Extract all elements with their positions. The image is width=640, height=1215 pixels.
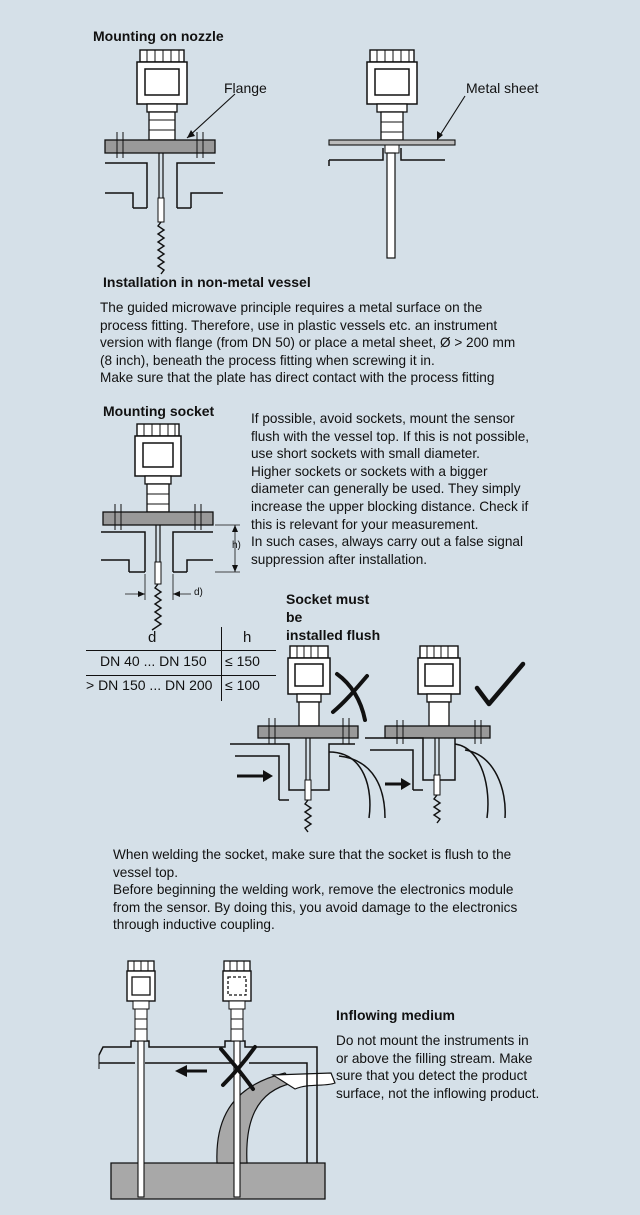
table-header-h: h: [243, 629, 252, 646]
inflowing-medium-illustration: [95, 955, 340, 1205]
text-line: Before beginning the welding work, remove the electronics module: [113, 882, 514, 898]
section-title-mounting-socket: Mounting socket: [103, 403, 215, 419]
inflowing-medium-text: [336, 1032, 626, 1102]
text-line: version with flange (from DN 50) or place a metal sheet, Ø > 200 mm: [100, 335, 516, 351]
table-cell: > DN 150 ... DN 200: [86, 677, 213, 693]
table-cell: ≤ 100: [225, 677, 260, 693]
text-line: Make sure that the plate has direct contact with the process fitting: [100, 370, 495, 386]
text-line: Socket must: [286, 591, 370, 607]
text-line: (8 inch), beneath the process fitting when screwing it in.: [100, 352, 435, 368]
text-line: Do not mount the instruments in: [336, 1033, 529, 1048]
text-line: If possible, avoid sockets, mount the sensor: [251, 411, 515, 426]
flange-label: Flange: [224, 80, 267, 96]
text-line: diameter can generally be used. They simply: [251, 481, 521, 497]
flange-nozzle-illustration: [95, 48, 225, 268]
text-line: When welding the socket, make sure that the socket is flush to the: [113, 847, 512, 862]
text-line: flush with the vessel top. If this is not possible,: [251, 428, 530, 444]
text-line: through inductive coupling.: [113, 917, 275, 933]
welding-text: [113, 846, 613, 934]
text-line: this is relevant for your measurement.: [251, 516, 479, 532]
h-dimension-label: h): [232, 540, 241, 551]
text-line: The guided microwave principle requires a metal surface on the: [100, 300, 483, 315]
text-line: suppression after installation.: [251, 551, 428, 567]
table-cell: DN 40 ... DN 150: [100, 653, 207, 669]
section-title-inflowing-medium: Inflowing medium: [336, 1007, 455, 1023]
text-line: vessel top.: [113, 864, 178, 880]
text-line: sure that you detect the product: [336, 1068, 528, 1084]
text-line: installed flush: [286, 627, 381, 643]
metal-sheet-label: Metal sheet: [466, 80, 539, 96]
table-header-d: d: [148, 629, 157, 646]
text-line: In such cases, always carry out a false signal: [251, 534, 524, 550]
text-line: surface, not the inflowing product.: [336, 1085, 540, 1101]
socket-flush-title: [286, 590, 380, 644]
d-dimension-label: d): [194, 587, 203, 598]
section-title-non-metal-vessel: Installation in non-metal vessel: [103, 274, 311, 290]
mounting-socket-text: [251, 410, 611, 568]
text-line: be: [286, 609, 303, 625]
non-metal-vessel-text: [100, 299, 620, 387]
text-line: or above the filling stream. Make: [336, 1050, 533, 1066]
text-line: from the sensor. By doing this, you avoid damage to the electronics: [113, 899, 518, 915]
socket-flush-illustration: [225, 640, 535, 840]
section-title-mounting-on-nozzle: Mounting on nozzle: [93, 28, 224, 44]
table-column-divider: [221, 627, 222, 701]
table-cell: ≤ 150: [225, 653, 260, 669]
metal-sheet-illustration: [325, 48, 465, 268]
text-line: use short sockets with small diameter.: [251, 446, 480, 462]
text-line: increase the upper blocking distance. Check if: [251, 498, 529, 514]
text-line: Higher sockets or sockets with a bigger: [251, 463, 488, 479]
mounting-socket-illustration: [95, 422, 245, 627]
text-line: process fitting. Therefore, use in plastic vessels etc. an instrument: [100, 317, 498, 333]
